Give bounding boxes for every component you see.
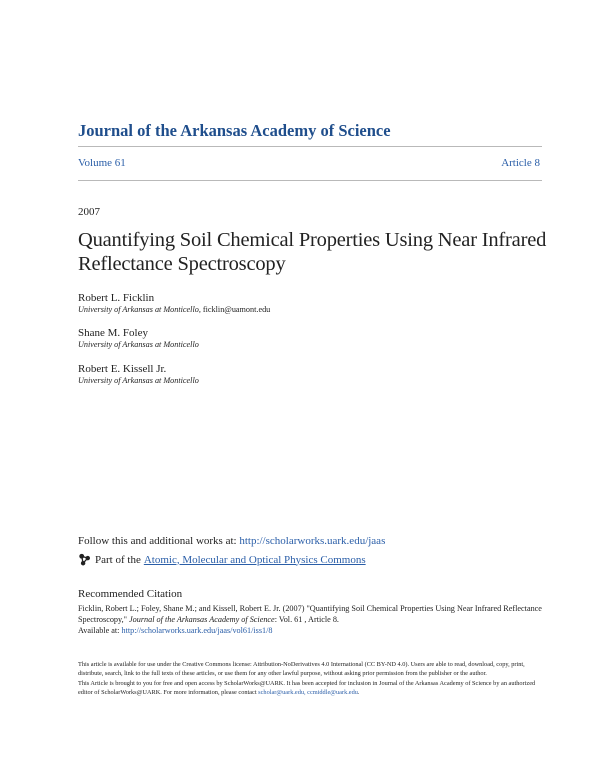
author-block — [78, 363, 199, 385]
citation-volume: : Vol. 61 , Article 8. — [274, 615, 339, 624]
article-link[interactable]: Article 8 — [501, 157, 540, 169]
license-text: This article is available for use under the Creative Commons license: Attribution-NoDerivatives 4.0 International (CC BY-ND 4.0). Users are able to read, download, copy, print, distribute, search, link to the full texts of these articles, or use them for any other lawful purpose, without asking prior permission from the publisher or the author. — [78, 661, 525, 678]
paper-title: Quantifying Soil Chemical Properties Using Near Infrared Reflectance Spectroscopy — [78, 229, 547, 275]
author-name: Robert L. Ficklin — [78, 292, 155, 304]
footer-notice — [78, 660, 548, 697]
citation-text — [78, 603, 548, 636]
citation-url-link[interactable]: http://scholarworks.uark.edu/jaas/vol61/iss1/8 — [121, 626, 273, 635]
author-email: , ficklin@uamont.edu — [198, 305, 271, 314]
citation-journal: Journal of the Arkansas Academy of Science — [129, 615, 275, 624]
author-name: Shane M. Foley — [78, 327, 148, 339]
footer-end-punct: . — [357, 688, 360, 696]
header-bottom-rule — [78, 180, 542, 181]
header-top-rule — [78, 146, 542, 147]
available-label: Available at: — [78, 626, 122, 635]
follow-line — [78, 535, 385, 547]
part-of-line — [78, 553, 366, 566]
access-text: This Article is brought to you for free and open access by ScholarWorks@UARK. It has been accepted for inclusion in Journal of the Arkansas Academy of Science by an authorized editor of ScholarWorks@UARK. For more information, please contact — [78, 679, 536, 696]
contact-email-link[interactable]: scholar@uark.edu, ccmiddle@uark.edu — [258, 688, 358, 696]
author-block — [78, 292, 270, 314]
citation-body: Ficklin, Robert L.; Foley, Shane M.; and Kissell, Robert E. Jr. (2007) "Quantifying Soil Chemical Properties Using Near Infrared Reflectance Spectroscopy," — [78, 604, 542, 624]
volume-link[interactable]: Volume 61 — [78, 157, 126, 169]
part-of-label: Part of the — [95, 553, 141, 566]
network-icon — [78, 553, 91, 566]
author-name: Robert E. Kissell Jr. — [78, 363, 167, 375]
recommended-citation-heading: Recommended Citation — [78, 588, 183, 600]
follow-url-link[interactable]: http://scholarworks.uark.edu/jaas — [239, 535, 386, 547]
publication-year: 2007 — [78, 206, 100, 218]
commons-link[interactable]: Atomic, Molecular and Optical Physics Commons — [143, 553, 366, 566]
author-affiliation: University of Arkansas at Monticello — [78, 340, 199, 349]
author-block — [78, 327, 199, 349]
affiliation-text: University of Arkansas at Monticello — [78, 305, 199, 314]
follow-label: Follow this and additional works at: — [78, 535, 240, 547]
author-affiliation — [78, 305, 270, 314]
journal-title[interactable]: Journal of the Arkansas Academy of Science — [78, 121, 391, 140]
author-affiliation: University of Arkansas at Monticello — [78, 376, 199, 385]
